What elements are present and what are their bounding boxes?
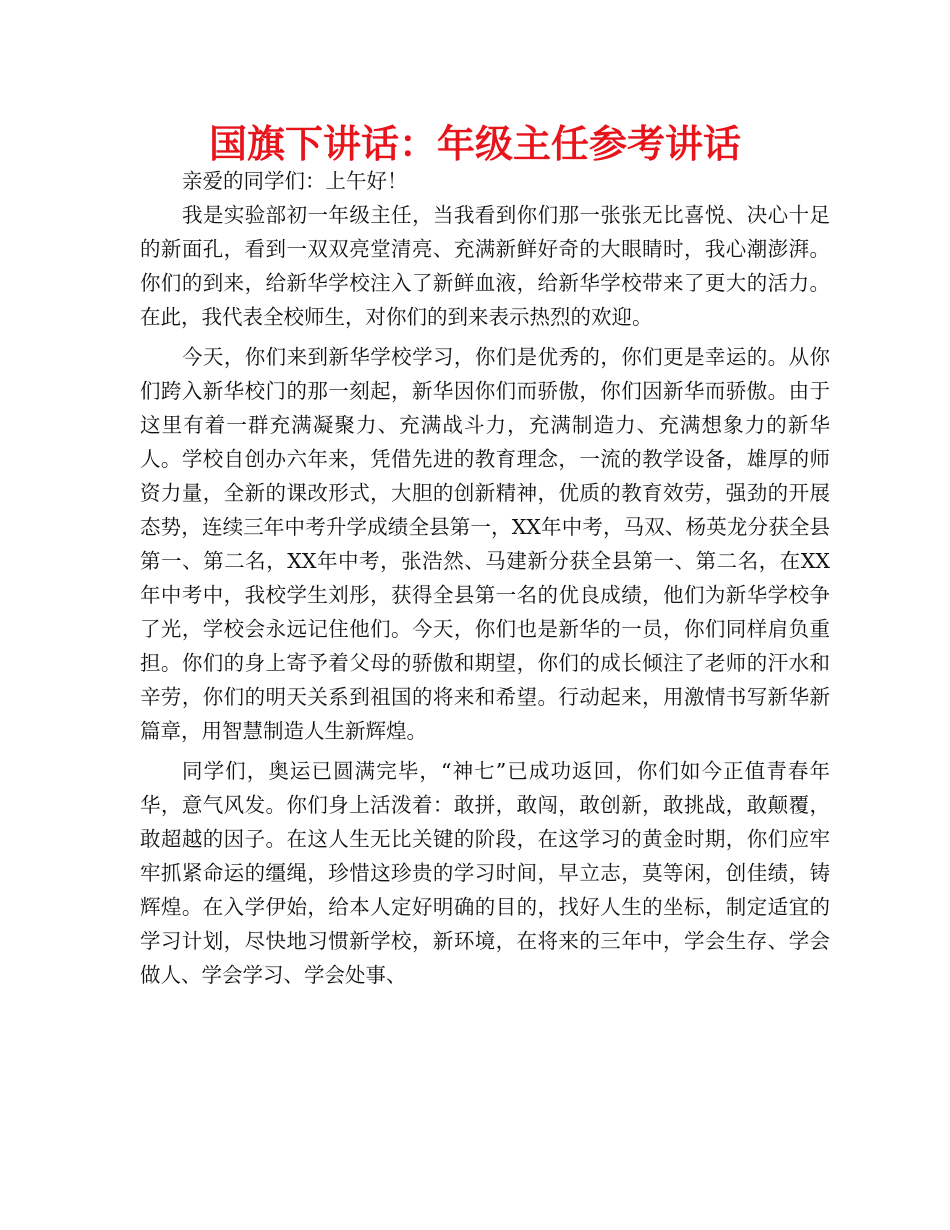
document-title: 国旗下讲话：年级主任参考讲话 [208,122,741,166]
paragraph-3: 同学们，奥运已圆满完毕，“神七”已成功返回，你们如今正值青春年华，意气风发。你们身上活泼着：敢拼，敢闯，敢创新，敢挑战，敢颠覆，敢超越的因子。在这人生无比关键的阶段，在这学习的黄金时期，你们应牢牢抓紧命运的缰绳，珍惜这珍贵的学习时间，早立志，莫等闲，创佳绩，铸辉煌。在入学伊始，给本人定好明确的目的，找好人生的坐标，制定适宜的学习计划，尽快地习惯新学校，新环境，在将来的三年中，学会生存、学会做人、学会学习、学会处事、 [140,759,830,987]
greeting-line: 亲爱的同学们：上午好！ [182,169,408,193]
paragraph-1: 我是实验部初一年级主任，当我看到你们那一张张无比喜悦、决心十足的新面孔，看到一双双亮堂清亮、充满新鲜好奇的大眼睛时，我心潮澎湃。你们的到来，给新华学校注入了新鲜血液，给新华学校带来了更大的活力。在此，我代表全校师生，对你们的到来表示热烈的欢迎。 [140,203,830,329]
document-body [140,164,830,992]
paragraph-2: 今天，你们来到新华学校学习，你们是优秀的，你们更是幸运的。从你们跨入新华校门的那一刻起，新华因你们而骄傲，你们因新华而骄傲。由于这里有着一群充满凝聚力、充满战斗力，充满制造力、充满想象力的新华人。学校自创办六年来，凭借先进的教育理念，一流的教学设备，雄厚的师资力量，全新的课改形式，大胆的创新精神，优质的教育效劳，强劲的开展态势，连续三年中考升学成绩全县第一，XX年中考，马双、杨英龙分获全县第一、第二名，XX年中考，张浩然、马建新分获全县第一、第二名，在XX年中考中，我校学生刘彤，获得全县第一名的优良成绩，他们为新华学校争了光，学校会永远记住他们。今天，你们也是新华的一员，你们同样肩负重担。你们的身上寄予着父母的骄傲和期望，你们的成长倾注了老师的汗水和辛劳，你们的明天关系到祖国的将来和希望。行动起来，用激情书写新华新篇章，用智慧制造人生新辉煌。 [140,345,830,743]
